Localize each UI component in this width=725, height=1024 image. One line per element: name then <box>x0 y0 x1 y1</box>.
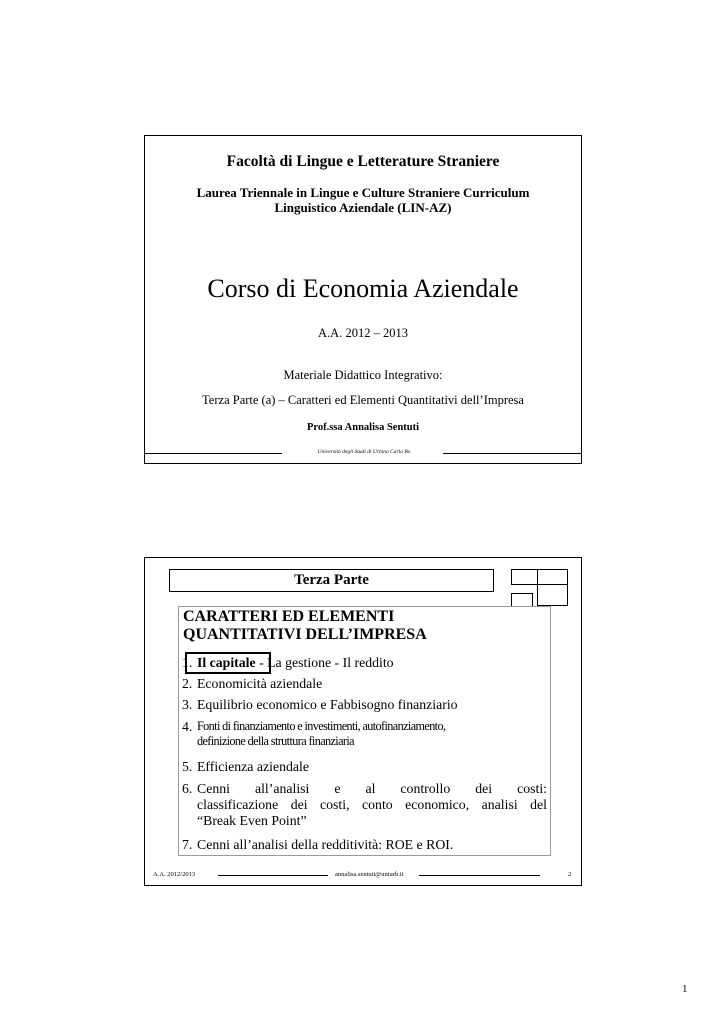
item-number: 5. <box>182 759 193 774</box>
slide-1 <box>144 135 582 464</box>
box-title-line-1: CARATTERI ED ELEMENTI <box>183 608 395 625</box>
footer-year: A.A. 2012/2013 <box>153 871 196 878</box>
item-text: Efficienza aziendale <box>197 759 309 774</box>
item-text-line-1: Fonti di finanziamento e investimenti, autofinanziamento, <box>197 719 446 733</box>
footer-divider-right <box>443 453 582 454</box>
box-title-line-2: QUANTITATIVI DELL’IMPRESA <box>183 626 427 643</box>
item-number: 1. <box>182 655 193 670</box>
footer-email: annalisa.sentuti@uniurb.it <box>335 871 404 878</box>
decor-square <box>511 593 533 607</box>
material-label: Materiale Didattico Integrativo: <box>283 368 443 382</box>
footer-divider-left <box>218 875 328 876</box>
part-title: Terza Parte (a) – Caratteri ed Elementi Quantitativi dell’Impresa <box>202 393 524 407</box>
degree-heading <box>145 185 581 215</box>
item-text-line-2: definizione della struttura finanziaria <box>197 734 354 748</box>
item-text <box>197 719 552 749</box>
item-number: 3. <box>182 697 193 712</box>
slide-number: 2 <box>568 871 572 878</box>
item-text: Economicità aziendale <box>197 676 323 691</box>
item-number: 2. <box>182 676 193 691</box>
footer-divider-left <box>145 453 282 454</box>
university-name: Università degli Studi di Urbino Carlo Bo <box>317 449 411 455</box>
slide-2 <box>144 557 582 886</box>
faculty-heading: Facoltà di Lingue e Letterature Straniere <box>226 153 500 170</box>
decor-square <box>537 584 568 606</box>
item-text <box>197 781 547 829</box>
item-text-line-2: classificazione dei costi, conto economico, analisi del <box>197 797 547 812</box>
footer-divider-right <box>419 875 540 876</box>
item-number: 7. <box>182 837 193 852</box>
item-text-line-1: Cenni all’analisi e al controllo dei costi: <box>197 781 547 796</box>
item-number: 4. <box>182 719 193 734</box>
course-title: Corso di Economia Aziendale <box>207 274 519 303</box>
item-text: Cenni all’analisi della redditività: ROE e ROI. <box>197 837 454 852</box>
box-title <box>183 608 427 644</box>
professor-name: Prof.ssa Annalisa Sentuti <box>306 422 420 433</box>
item-text: Equilibrio economico e Fabbisogno finanziario <box>197 697 458 712</box>
item-rest: - La gestione - Il reddito <box>255 655 394 670</box>
highlighted-term: Il capitale <box>197 655 256 670</box>
page-number: 1 <box>682 983 688 995</box>
slide-header: Terza Parte <box>169 569 494 592</box>
item-text-line-3: “Break Even Point” <box>197 813 307 828</box>
academic-year: A.A. 2012 – 2013 <box>318 326 408 340</box>
decor-square <box>537 569 568 585</box>
decor-square <box>511 569 538 585</box>
degree-line-1: Laurea Triennale in Lingue e Culture Straniere Curriculum <box>196 185 530 200</box>
degree-line-2: Linguistico Aziendale (LIN-AZ) <box>274 200 452 215</box>
item-text <box>197 655 394 671</box>
item-number: 6. <box>182 781 193 796</box>
